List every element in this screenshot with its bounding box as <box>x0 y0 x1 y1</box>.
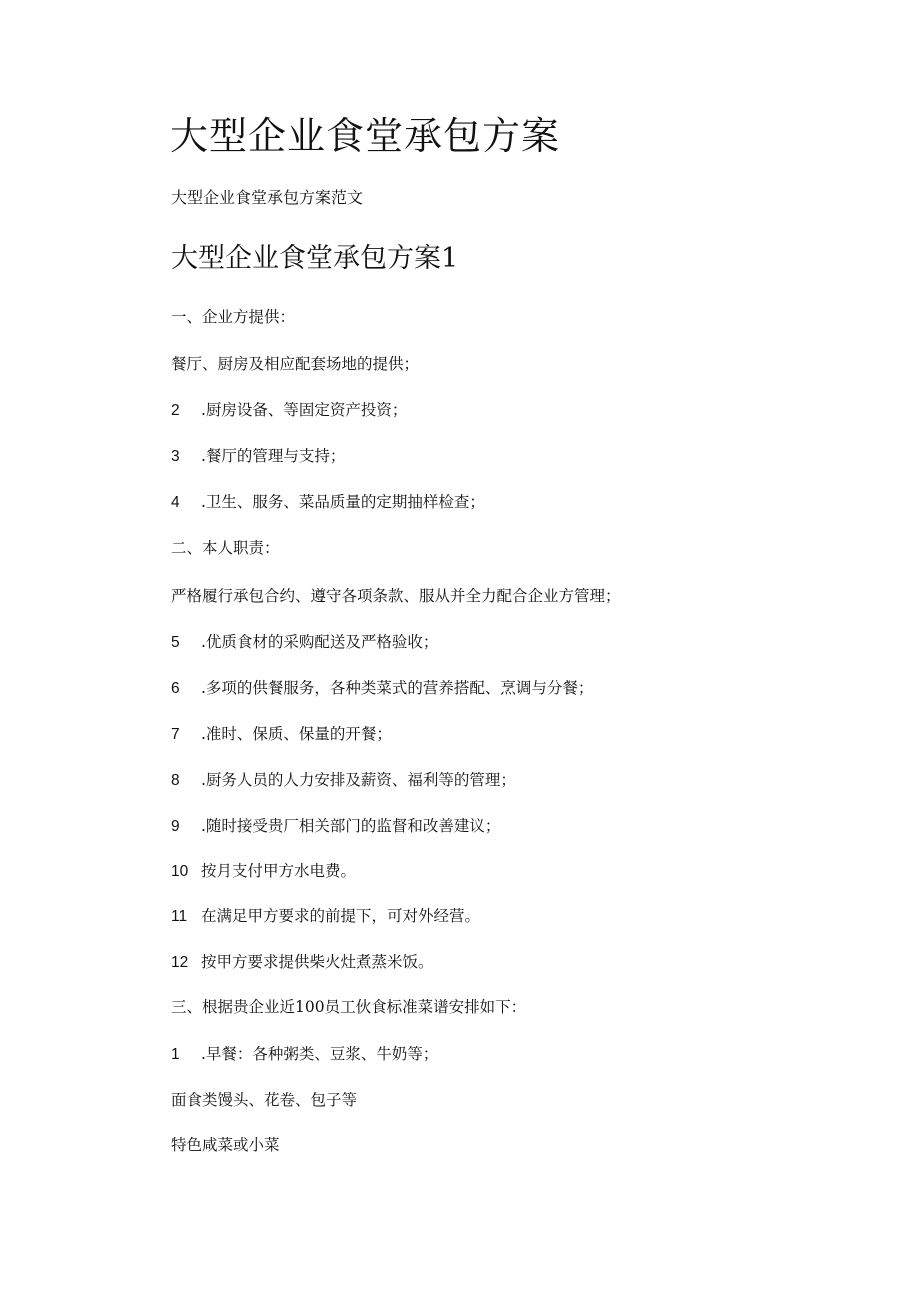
list-number: 1 <box>171 1046 180 1063</box>
list-number: 9 <box>171 818 180 835</box>
body-line <box>171 1042 438 1067</box>
line-text: 三、根据贵企业近100员工伙食标准菜谱安排如下： <box>171 998 527 1016</box>
body-line <box>171 859 356 884</box>
body-line <box>171 904 480 929</box>
body-line <box>171 305 295 329</box>
line-text: .厨房设备、等固定资产投资； <box>201 401 408 419</box>
document-subtitle: 大型企业食堂承包方案范文 <box>171 188 364 207</box>
line-text: .餐厅的管理与支持； <box>201 447 346 465</box>
body-line <box>171 995 526 1019</box>
list-number: 6 <box>171 680 180 697</box>
list-number: 10 <box>171 863 189 880</box>
line-text: .多项的供餐服务，各种类菜式的营养搭配、烹调与分餐； <box>201 679 594 697</box>
line-text: 在满足甲方要求的前提下，可对外经营。 <box>201 907 481 925</box>
line-text: 面食类馒头、花卷、包子等 <box>171 1091 358 1109</box>
line-text: .准时、保质、保量的开餐； <box>201 725 392 743</box>
line-text: 一、企业方提供： <box>171 308 296 326</box>
body-line <box>171 444 345 469</box>
body-line <box>171 352 419 376</box>
body-line <box>171 536 280 560</box>
list-number: 11 <box>171 908 188 925</box>
line-text: 餐厅、厨房及相应配套场地的提供； <box>171 355 420 373</box>
body-line <box>171 490 485 515</box>
body-line <box>171 1133 280 1157</box>
list-number: 8 <box>171 772 180 789</box>
document-title: 大型企业食堂承包方案 <box>170 114 561 158</box>
body-line <box>171 768 516 793</box>
list-number: 3 <box>171 448 180 465</box>
line-text: 二、本人职责： <box>171 539 280 557</box>
body-line <box>171 398 407 423</box>
line-text: .早餐：各种粥类、豆浆、牛奶等； <box>201 1045 439 1063</box>
line-text: .优质食材的采购配送及严格验收； <box>201 633 439 651</box>
list-number: 2 <box>171 402 180 419</box>
list-number: 5 <box>171 634 180 651</box>
line-text: .随时接受贵厂相关部门的监督和改善建议； <box>201 817 501 835</box>
body-line <box>171 1088 357 1112</box>
body-line <box>171 584 621 608</box>
body-line <box>171 950 434 975</box>
line-text: 按甲方要求提供柴火灶煮蒸米饭。 <box>201 953 434 971</box>
line-text: 严格履行承包合约、遵守各项条款、服从并全力配合企业方管理； <box>171 587 621 605</box>
body-line <box>171 630 438 655</box>
line-text: 特色咸菜或小菜 <box>171 1136 280 1154</box>
line-text: .卫生、服务、菜品质量的定期抽样检查； <box>201 493 485 511</box>
body-line <box>171 814 500 839</box>
line-text: 按月支付甲方水电费。 <box>201 862 357 880</box>
line-text: .厨务人员的人力安排及薪资、福利等的管理； <box>201 771 516 789</box>
list-number: 7 <box>171 726 180 743</box>
body-line <box>171 722 392 747</box>
list-number: 4 <box>171 494 180 511</box>
body-line <box>171 676 593 701</box>
section-heading: 大型企业食堂承包方案1 <box>171 243 459 274</box>
list-number: 12 <box>171 954 189 971</box>
